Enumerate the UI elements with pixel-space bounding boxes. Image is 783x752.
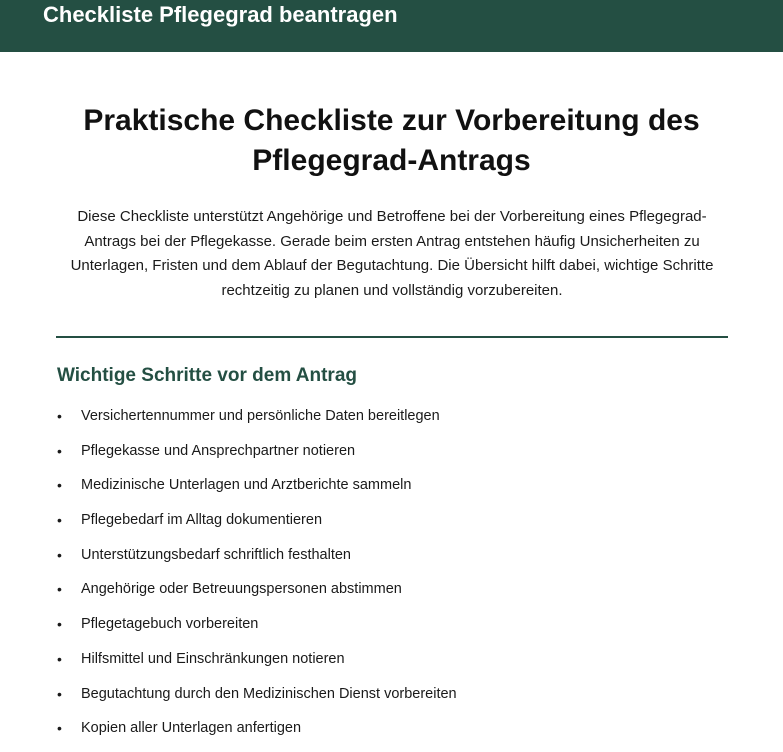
checklist-item-text: Pflegetagebuch vorbereiten: [81, 616, 259, 633]
bullet-icon: •: [57, 442, 62, 459]
checklist-item-text: Pflegekasse und Ansprechpartner notieren: [81, 442, 356, 459]
checklist-item-text: Kopien aller Unterlagen anfertigen: [81, 720, 302, 737]
intro-paragraph: Diese Checkliste unterstützt Angehörige und Betroffene bei der Vorbereitung eines Pflegegrad-Antrags bei der Pflegekasse. Gerade beim ersten Antrag entstehen häufig Unsicherheiten zu Unterlagen, Fristen und dem Ablauf der Begutachtung. Die Übersicht hilft dabei, wichtige Schritte rechtzeitig zu planen und vollständig vorzubereiten.: [70, 208, 714, 299]
bullet-icon: •: [57, 616, 62, 633]
header-title: Checkliste Pflegegrad beantragen: [43, 2, 398, 27]
header-bar: [0, 0, 783, 52]
bullet-icon: •: [57, 512, 62, 529]
page-title: Praktische Checkliste zur Vorbereitung des Pflegegrad-Antrags: [83, 104, 700, 177]
bullet-icon: •: [57, 720, 62, 737]
bullet-icon: •: [57, 477, 62, 494]
bullet-icon: •: [57, 581, 62, 598]
checklist-item-text: Hilfsmittel und Einschränkungen notieren: [81, 650, 345, 667]
checklist-item-text: Unterstützungsbedarf schriftlich festhalten: [81, 546, 351, 563]
checklist-item-text: Pflegebedarf im Alltag dokumentieren: [81, 512, 323, 529]
section-heading: Wichtige Schritte vor dem Antrag: [57, 365, 358, 386]
checklist-item-text: Begutachtung durch den Medizinischen Dienst vorbereiten: [81, 685, 457, 702]
bullet-icon: •: [57, 408, 62, 424]
bullet-icon: •: [57, 650, 62, 667]
checklist-item-text: Versichertennummer und persönliche Daten bereitlegen: [81, 408, 440, 424]
section-divider: [56, 336, 728, 338]
checklist-item-text: Angehörige oder Betreuungspersonen abstimmen: [81, 581, 402, 598]
bullet-icon: •: [57, 685, 62, 702]
checklist-item-text: Medizinische Unterlagen und Arztberichte sammeln: [81, 477, 412, 494]
bullet-icon: •: [57, 546, 62, 563]
